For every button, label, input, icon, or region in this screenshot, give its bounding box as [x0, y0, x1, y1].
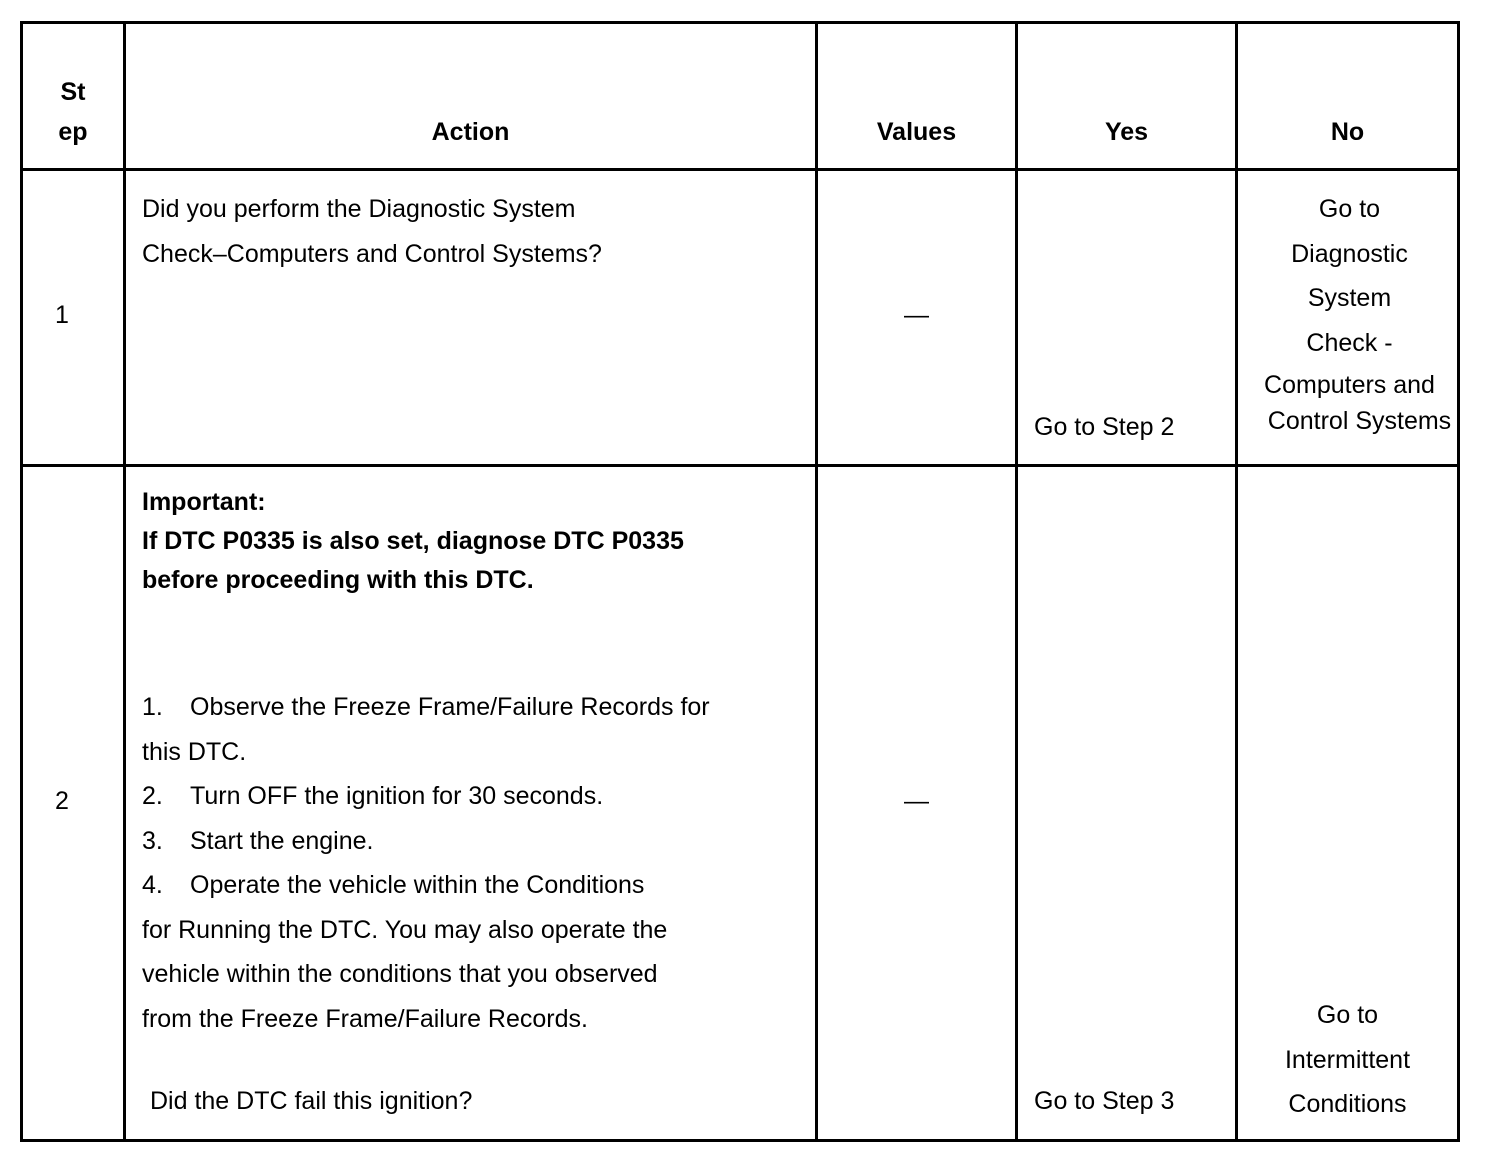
question-text: Did the DTC fail this ignition?	[150, 1087, 473, 1115]
yes-cell	[1017, 170, 1237, 466]
step-cell	[22, 170, 125, 466]
values-dash: —	[904, 301, 929, 329]
action-cell	[125, 466, 817, 1141]
action-text	[126, 171, 815, 276]
no-line: Go to	[1318, 195, 1381, 223]
list-item: vehicle within the conditions that you observed	[142, 960, 658, 988]
important-note	[126, 467, 815, 600]
no-line: Computers and	[1264, 371, 1435, 399]
diagnostic-table-container	[20, 21, 1457, 1141]
list-item: from the Freeze Frame/Failure Records.	[142, 1004, 588, 1033]
header-yes: Yes	[1017, 23, 1237, 170]
no-line: Diagnostic	[1291, 239, 1408, 268]
header-values: Values	[817, 23, 1017, 170]
important-label: Important:	[142, 488, 266, 516]
step-number: 1	[55, 301, 69, 329]
no-line: Intermittent	[1284, 1045, 1411, 1074]
no-link[interactable]	[1238, 993, 1457, 1127]
no-line: Go to	[1316, 1001, 1379, 1029]
no-line: System	[1307, 284, 1392, 312]
list-item: for Running the DTC. You may also operate the	[142, 915, 668, 944]
yes-cell	[1017, 466, 1237, 1141]
header-no: No	[1237, 23, 1459, 170]
procedure-list	[142, 685, 710, 1041]
no-cell	[1237, 170, 1459, 466]
table-row	[22, 170, 1459, 466]
action-line: Check–Computers and Control Systems?	[142, 239, 602, 268]
table-row	[22, 466, 1459, 1141]
action-line: Did you perform the Diagnostic System	[142, 195, 576, 223]
step-number: 2	[55, 787, 69, 815]
step-cell	[22, 466, 125, 1141]
yes-link[interactable]: Go to Step 2	[1034, 413, 1175, 441]
list-item: 4. Operate the vehicle within the Conditions	[142, 871, 645, 899]
list-item: this DTC.	[142, 737, 247, 766]
important-text: If DTC P0335 is also set, diagnose DTC P0335	[142, 527, 684, 555]
no-link[interactable]	[1238, 171, 1457, 437]
no-cell	[1237, 466, 1459, 1141]
list-item: 1. Observe the Freeze Frame/Failure Records for	[142, 693, 710, 721]
header-action: Action	[125, 23, 817, 170]
no-line: Conditions	[1288, 1090, 1407, 1118]
values-cell	[817, 170, 1017, 466]
values-cell	[817, 466, 1017, 1141]
yes-link[interactable]: Go to Step 3	[1034, 1087, 1175, 1115]
diagnostic-table	[20, 21, 1460, 1142]
no-line: Check -	[1306, 328, 1393, 357]
table-header-row	[22, 23, 1459, 170]
values-dash: —	[904, 787, 929, 815]
no-line: Control Systems	[1267, 407, 1452, 435]
important-text: before proceeding with this DTC.	[142, 566, 534, 594]
list-item: 2. Turn OFF the ignition for 30 seconds.	[142, 782, 604, 810]
header-step: St ep	[22, 23, 125, 170]
action-cell	[125, 170, 817, 466]
list-item: 3. Start the engine.	[142, 826, 374, 855]
